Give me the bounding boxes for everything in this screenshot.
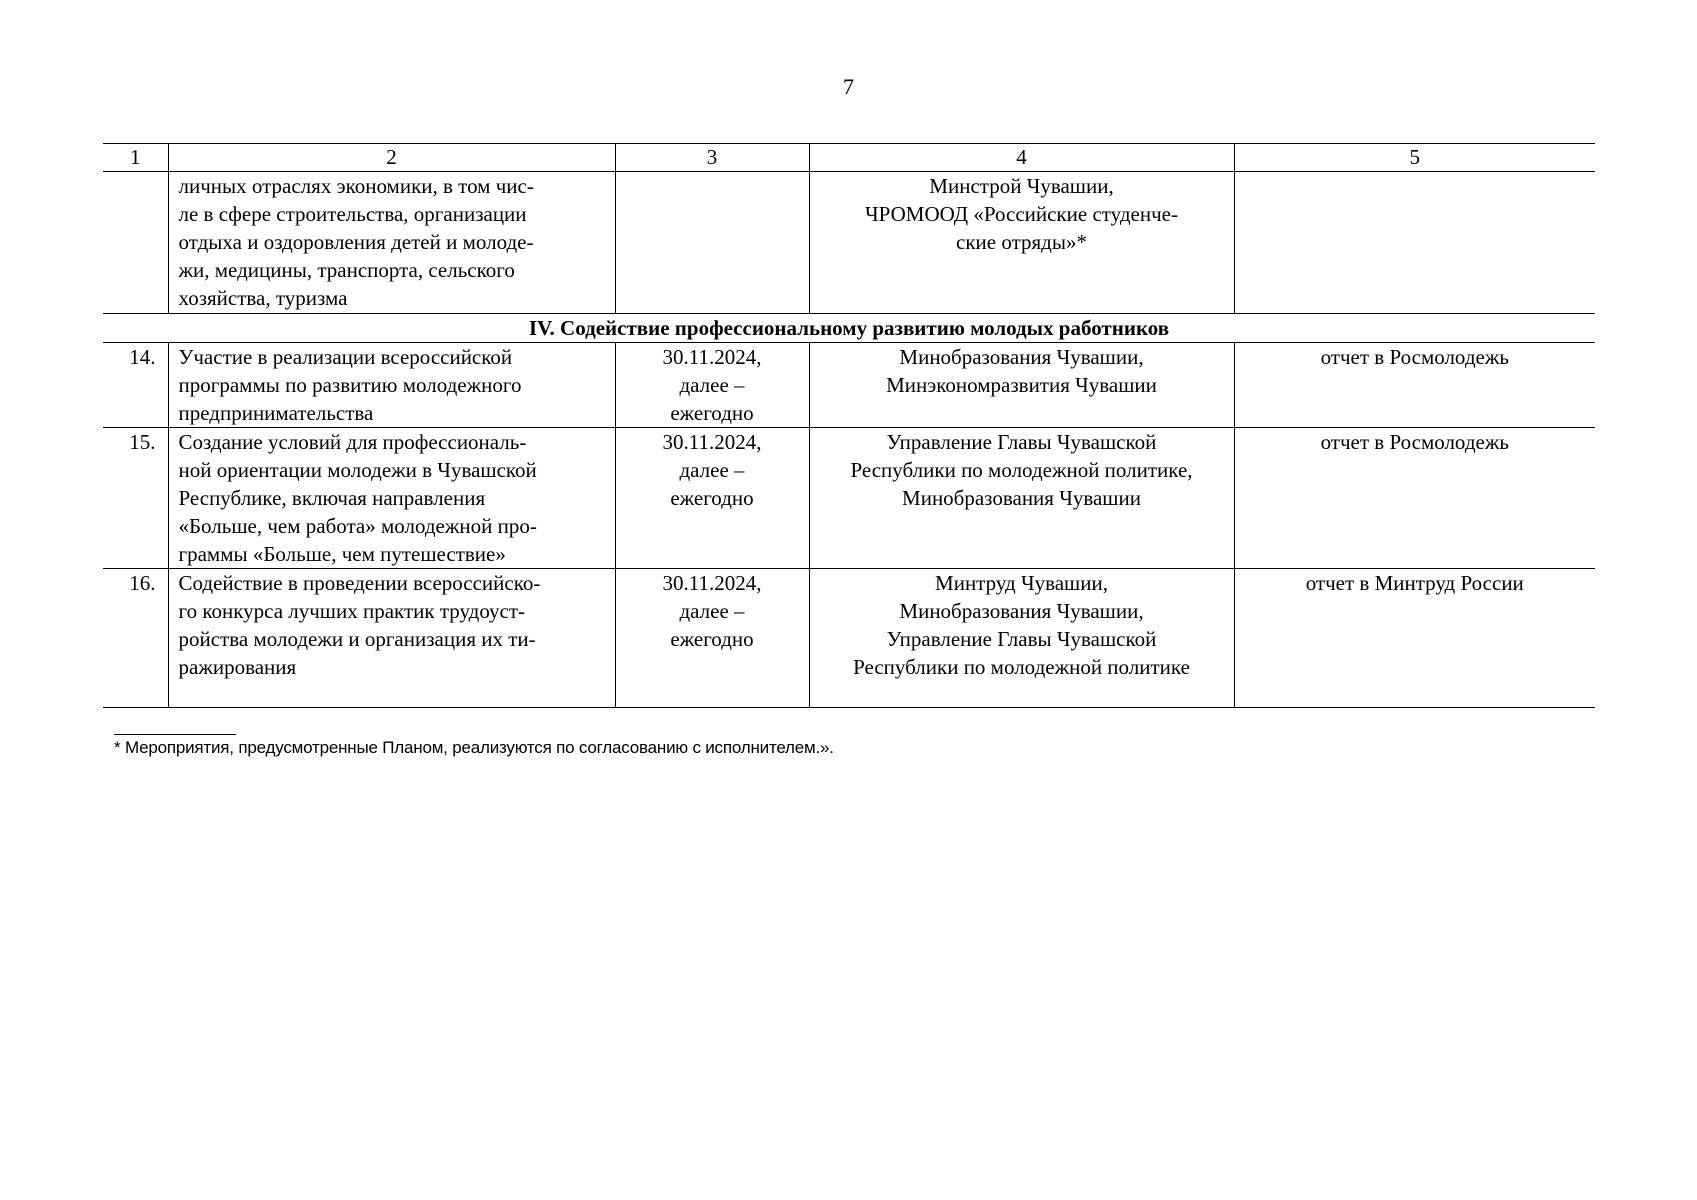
row-deadline: 30.11.2024, далее – ежегодно (615, 343, 809, 428)
row-deadline (615, 172, 809, 314)
row-description: Создание условий для профессиональ- ной ориентации молодежи в Чувашской Республике, включая направления «Больше, чем работа» молодежной про- граммы «Больше, чем путешествие» (168, 428, 615, 569)
row-number: 15. (103, 428, 168, 569)
row-result: отчет в Минтруд России (1234, 569, 1595, 708)
row-deadline: 30.11.2024, далее – ежегодно (615, 428, 809, 569)
row-result: отчет в Росмолодежь (1234, 428, 1595, 569)
row-executors: Минстрой Чувашии, ЧРОМООД «Российские студенче- ские отряды»* (809, 172, 1234, 314)
footnote: * Мероприятия, предусмотренные Планом, реализуются по согласованию с исполнителем.». (114, 738, 834, 757)
column-header-1: 1 (103, 144, 168, 172)
section-row (103, 314, 1595, 343)
row-description: Участие в реализации всероссийской программы по развитию молодежного предпринимательства (168, 343, 615, 428)
row-result (1234, 172, 1595, 314)
section-title: IV. Содействие профессиональному развитию молодых работников (103, 314, 1595, 343)
table-header-row (103, 144, 1595, 172)
column-header-5: 5 (1234, 144, 1595, 172)
table-row-continuation (103, 172, 1595, 314)
row-result: отчет в Росмолодежь (1234, 343, 1595, 428)
row-executors: Минтруд Чувашии, Минобразования Чувашии, Управление Главы Чувашской Республики по молодежной политике (809, 569, 1234, 708)
row-number: 14. (103, 343, 168, 428)
column-header-2: 2 (168, 144, 615, 172)
row-description: Содействие в проведении всероссийско- го конкурса лучших практик трудоуст- ройства молодежи и организация их ти- ражирования (168, 569, 615, 708)
row-executors: Минобразования Чувашии, Минэкономразвития Чувашии (809, 343, 1234, 428)
row-executors: Управление Главы Чувашской Республики по молодежной политике, Минобразования Чувашии (809, 428, 1234, 569)
row-number (103, 172, 168, 314)
table-row (103, 428, 1595, 569)
row-deadline: 30.11.2024, далее – ежегодно (615, 569, 809, 708)
column-header-4: 4 (809, 144, 1234, 172)
page-number: 7 (843, 74, 854, 99)
row-description: личных отраслях экономики, в том чис- ле в сфере строительства, организации отдыха и оздоровления детей и молоде- жи, медицины, транспорта, сельского хозяйства, туризма (168, 172, 615, 314)
plan-table (103, 143, 1595, 708)
table-row (103, 569, 1595, 708)
row-number: 16. (103, 569, 168, 708)
footnote-divider (114, 734, 236, 735)
column-header-3: 3 (615, 144, 809, 172)
table-row (103, 343, 1595, 428)
